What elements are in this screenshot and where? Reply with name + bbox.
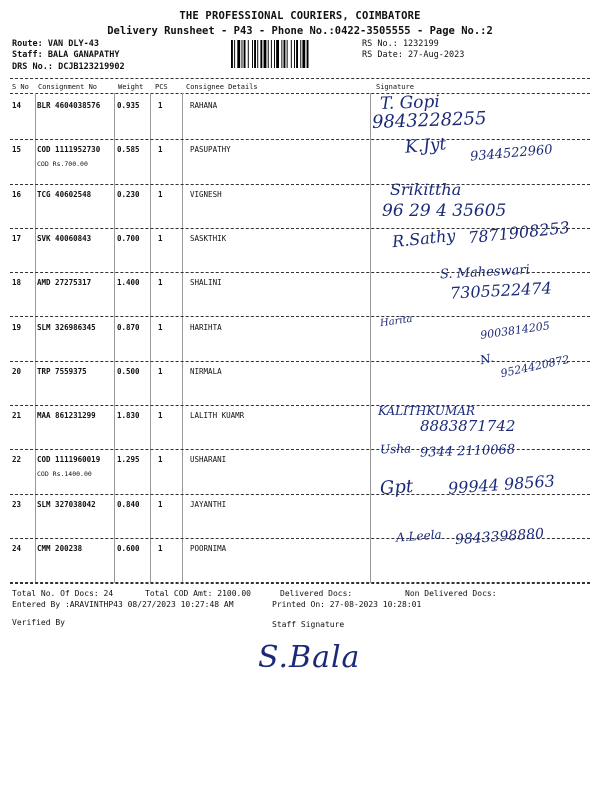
row-pcs: 1 — [158, 455, 163, 465]
row-pcs: 1 — [158, 544, 163, 553]
row-signature-phone: 9003814205 — [479, 318, 551, 342]
rs-number: RS No.: 1232199 — [362, 39, 439, 49]
row-pcs: 1 — [158, 411, 163, 421]
row-signature-phone: 9524420872 — [499, 352, 571, 380]
row-consignee: NIRMALA — [190, 366, 222, 376]
row-signature: Gpt — [379, 475, 414, 499]
row-consignee: SASKTHIK — [190, 233, 227, 243]
row-sno: 23 — [12, 499, 22, 509]
divider — [10, 93, 590, 94]
row-signature-phone: 9344522960 — [469, 142, 554, 165]
barcode-bar — [244, 40, 246, 68]
row-consignee: VIGNESH — [190, 189, 222, 199]
staff-signature: S.Bala — [258, 640, 361, 675]
total-cod: Total COD Amt: 2100.00 — [145, 589, 251, 598]
row-weight: 0.935 — [117, 101, 140, 110]
row-weight: 1.830 — [117, 411, 140, 421]
barcode-bar — [281, 40, 282, 68]
barcode-bar — [264, 40, 267, 68]
row-cod-amount: COD Rs.700.00 — [37, 160, 88, 169]
row-sno: 17 — [12, 233, 22, 243]
row-consignment-no: SLM 327038042 — [37, 499, 96, 509]
total-docs: Total No. Of Docs: 24 — [12, 589, 114, 598]
row-weight: 0.600 — [117, 544, 140, 553]
row-sno: 15 — [12, 145, 22, 155]
row-sno: 16 — [12, 189, 22, 199]
table-row — [0, 313, 600, 362]
row-consignment-no: TRP 7559375 — [37, 366, 87, 376]
table-row — [0, 134, 600, 184]
delivered-docs: Delivered Docs: — [280, 589, 353, 598]
barcode-bar — [302, 40, 305, 68]
divider — [10, 78, 590, 79]
col-header-weight: Weight — [118, 83, 144, 91]
row-weight: 0.870 — [117, 322, 140, 332]
row-signature: S. Maheswari — [439, 262, 531, 283]
table-row — [0, 262, 600, 317]
row-consignee: POORNIMA — [190, 544, 227, 553]
table-row — [0, 525, 600, 583]
barcode-bar — [248, 40, 249, 68]
row-weight: 0.230 — [117, 189, 140, 199]
row-consignee: JAYANTHI — [190, 499, 227, 509]
barcode-bar — [257, 40, 258, 68]
row-consignment-no: COD 1111952730 — [37, 145, 101, 155]
row-signature: T. Gopi — [379, 91, 441, 115]
row-consignment-no: SVK 40060843 — [37, 233, 92, 243]
staff-signature-label: Staff Signature — [272, 620, 345, 629]
table-row — [0, 179, 600, 229]
row-pcs: 1 — [158, 366, 163, 376]
barcode-bar — [252, 40, 253, 68]
barcode-bar — [284, 40, 286, 68]
row-sno: 18 — [12, 278, 22, 288]
row-pcs: 1 — [158, 189, 163, 199]
row-sno: 20 — [12, 366, 22, 376]
row-consignment-no: SLM 326986345 — [37, 322, 96, 332]
barcode-bar — [274, 40, 275, 68]
col-header-consignee: Consignee Details — [186, 83, 258, 91]
row-signature-phone: 7871908253 — [467, 217, 571, 248]
row-consignment-no: TCG 40602548 — [37, 189, 92, 199]
row-pcs: 1 — [158, 322, 163, 332]
row-consignee: SHALINI — [190, 278, 222, 288]
barcode-bar — [291, 40, 292, 68]
route-label: Route: VAN DLY-43 — [12, 39, 99, 49]
row-sno: 22 — [12, 455, 22, 465]
row-signature: Usha — [379, 441, 412, 457]
row-consignee: RAHANA — [190, 101, 218, 110]
row-pcs: 1 — [158, 233, 163, 243]
barcode-bar — [287, 40, 288, 68]
row-signature-phone: 8883871742 — [420, 417, 516, 436]
row-signature-phone: 96 29 4 35605 — [382, 200, 507, 221]
barcode-bar — [237, 40, 240, 68]
barcode-bar — [234, 40, 235, 68]
row-consignee: PASUPATHY — [190, 145, 231, 155]
row-signature: R.Sathy — [391, 225, 457, 252]
company-title: THE PROFESSIONAL COURIERS, COIMBATORE — [179, 10, 421, 22]
table-row — [0, 91, 600, 140]
printed-on: Printed On: 27-08-2023 10:28:01 — [272, 600, 422, 609]
row-signature: N. — [478, 350, 495, 368]
row-signature: A.Leela — [395, 527, 443, 545]
rs-date: RS Date: 27-Aug-2023 — [362, 50, 465, 60]
row-signature: Harita — [379, 313, 414, 329]
row-consignment-no: COD 1111960019 — [37, 455, 101, 465]
row-consignee: HARIHTA — [190, 322, 222, 332]
row-weight: 0.500 — [117, 366, 140, 376]
row-signature-phone: 9344 2110068 — [419, 442, 516, 462]
row-consignee: LALITH KUAMR — [190, 411, 245, 421]
runsheet-subtitle: Delivery Runsheet - P43 - Phone No.:0422-3505555 - Page No.:2 — [107, 25, 493, 37]
col-header-signature: Signature — [376, 83, 414, 91]
barcode-bar — [231, 40, 233, 68]
row-weight: 0.585 — [117, 145, 140, 155]
row-pcs: 1 — [158, 499, 163, 509]
row-sno: 24 — [12, 544, 22, 553]
barcode — [230, 40, 354, 68]
table-row — [0, 350, 600, 406]
row-weight: 1.400 — [117, 278, 140, 288]
barcode-bar — [271, 40, 272, 68]
col-header-pcs: PCS — [155, 83, 168, 91]
row-signature: Srikittha — [390, 179, 462, 199]
barcode-bar — [254, 40, 256, 68]
row-sno: 14 — [12, 101, 22, 110]
entered-by: Entered By :ARAVINTHP43 08/27/2023 10:27:48 AM — [12, 600, 234, 609]
row-sno: 19 — [12, 322, 22, 332]
row-weight: 0.840 — [117, 499, 140, 509]
barcode-bar — [260, 40, 262, 68]
barcode-bar — [307, 40, 309, 68]
row-consignee: USHARANI — [190, 455, 227, 465]
row-signature-phone: 9843398880 — [454, 525, 545, 549]
barcode-bar — [300, 40, 301, 68]
row-consignment-no: AMD 27275317 — [37, 278, 92, 288]
divider — [10, 583, 590, 584]
non-delivered-docs: Non Delivered Docs: — [405, 589, 497, 598]
row-consignment-no: CMM 200238 — [37, 544, 83, 553]
col-header-sno: S No — [12, 83, 29, 91]
barcode-bar — [276, 40, 279, 68]
row-pcs: 1 — [158, 101, 163, 110]
row-cod-amount: COD Rs.1400.00 — [37, 470, 92, 479]
row-weight: 1.295 — [117, 455, 140, 465]
row-pcs: 1 — [158, 278, 163, 288]
row-sno: 21 — [12, 411, 22, 421]
row-consignment-no: BLR 4604038576 — [37, 101, 101, 110]
col-header-consignment: Consignment No — [38, 83, 98, 91]
drs-value: DCJB123219902 — [58, 62, 125, 72]
barcode-bar — [268, 40, 269, 68]
drs-label: DRS No.: — [12, 62, 53, 72]
row-signature-phone: 7305522474 — [449, 278, 553, 303]
staff-label: Staff: BALA GANAPATHY — [12, 50, 120, 60]
verified-by: Verified By — [12, 618, 65, 627]
row-signature-phone: 9843228255 — [371, 108, 487, 133]
barcode-bar — [294, 40, 295, 68]
row-signature-phone: 99944 98563 — [447, 470, 556, 498]
row-pcs: 1 — [158, 145, 163, 155]
row-consignment-no: MAA 861231299 — [37, 411, 96, 421]
barcode-bar — [242, 40, 243, 68]
row-signature: KALITHKUMAR — [378, 404, 475, 419]
row-weight: 0.700 — [117, 233, 140, 243]
barcode-bar — [296, 40, 298, 68]
row-signature: K.Jyt — [404, 134, 448, 159]
drs-number — [12, 62, 125, 72]
